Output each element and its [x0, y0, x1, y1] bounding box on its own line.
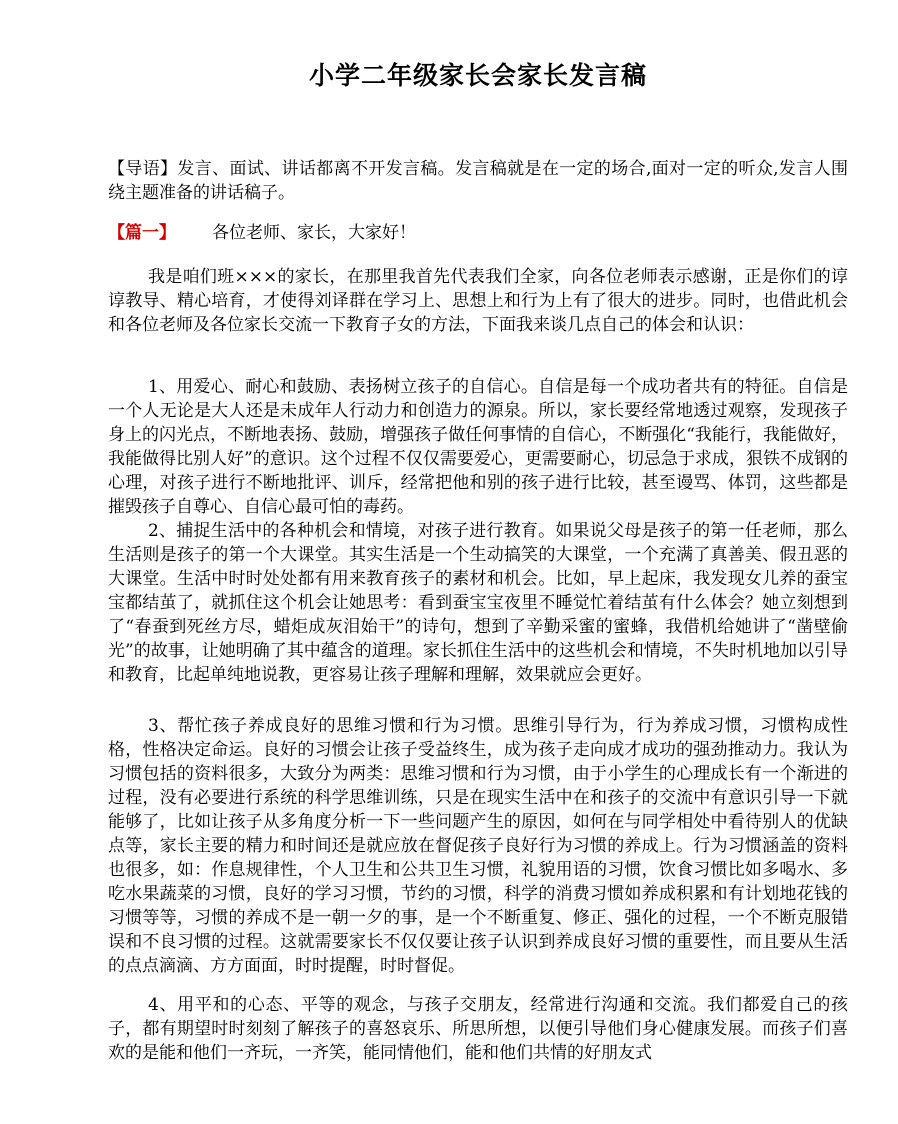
body-paragraph: 2、捕捉生活中的各种机会和情境，对孩子进行教育。如果说父母是孩子的第一任老师，那么生活则是孩子的第一个大课堂。其实生活是一个生动搞笑的大课堂，一个充满了真善美、假丑恶的大课堂。生活中时时处处都有用来教育孩子的素材和机会。比如，早上起床，我发现女儿养的蚕宝宝都结茧了，就抓住这个机会让她思考：看到蚕宝宝夜里不睡觉忙着结茧有什么体会？她立刻想到了“春蚕到死丝方尽，蜡炬成灰泪始干”的诗句，想到了辛勤采蜜的蜜蜂，我借机给她讲了“凿壁偷光”的故事，让她明确了其中蕴含的道理。家长抓住生活中的这些机会和情境，不失时机地加以引导和教育，比起单纯地说教，更容易让孩子理解和理解，效果就应会更好。	[108, 521, 848, 685]
greeting: 各位老师、家长，大家好！	[212, 223, 416, 243]
body-paragraph: 3、帮忙孩子养成良好的思维习惯和行为习惯。思维引导行为，行为养成习惯，习惯构成性格，性格决定命运。良好的习惯会让孩子受益终生，成为孩子走向成才成功的强劲推动力。我认为习惯包括的资料很多，大致分为两类：思维习惯和行为习惯，由于小学生的心理成长有一个渐进的过程，没有必要进行系统的科学思维训练，只是在现实生活中在和孩子的交流中有意识引导一下就能够了，比如让孩子从多角度分析一下一些问题产生的原因，如何在与同学相处中看待别人的优缺点等，家长主要的精力和时间还是就应放在督促孩子良好行为习惯的养成上。行为习惯涵盖的资料也很多，如：作息规律性，个人卫生和公共卫生习惯，礼貌用语的习惯，饮食习惯比如多喝水、多吃水果蔬菜的习惯，良好的学习习惯，节约的习惯，科学的消费习惯如养成积累和有计划地花钱的习惯等等，习惯的养成不是一朝一夕的事，是一个不断重复、修正、强化的过程，一个不断克服错误和不良习惯的过程。这就需要家长不仅仅要让孩子认识到养成良好习惯的重要性，而且要从生活的点点滴滴、方方面面，时时提醒，时时督促。	[108, 716, 848, 976]
body-paragraph: 1、用爱心、耐心和鼓励、表扬树立孩子的自信心。自信是每一个成功者共有的特征。自信是一个人无论是大人还是未成年人行动力和创造力的源泉。所以，家长要经常地透过观察，发现孩子身上的闪光点，不断地表扬、鼓励，增强孩子做任何事情的自信心，不断强化“我能行，我能做好，我能做得比别人好”的意识。这个过程不仅仅需要爱心，更需要耐心，切忌急于求成，狠铁不成钢的心理，对孩子进行不断地批评、训斥，经常把他和别的孩子进行比较，甚至谩骂、体罚，这些都是摧毁孩子自尊心、自信心最可怕的毒药。	[108, 377, 848, 517]
section-line	[108, 221, 848, 245]
intro-paragraph: 【导语】发言、面试、讲话都离不开发言稿。发言稿就是在一定的场合,面对一定的听众,发言人围绕主题准备的讲话稿子。	[108, 159, 848, 203]
body-paragraph: 我是咱们班×××的家长，在那里我首先代表我们全家，向各位老师表示感谢，正是你们的谆谆教导、精心培育，才使得刘译群在学习上、思想上和行为上有了很大的进步。同时，也借此机会和各位老师及各位家长交流一下教育子女的方法，下面我来谈几点自己的体会和认识：	[108, 267, 848, 335]
section-heading: 【篇一】	[108, 223, 176, 243]
body-paragraph: 4、用平和的心态、平等的观念，与孩子交朋友，经常进行沟通和交流。我们都爱自己的孩子，都有期望时时刻刻了解孩子的喜怒哀乐、所思所想，以便引导他们身心健康发展。而孩子们喜欢的是能和他们一齐玩，一齐笑，能同情他们，能和他们共情的好朋友式	[108, 995, 848, 1063]
document-title: 小学二年级家长会家长发言稿	[308, 61, 647, 90]
